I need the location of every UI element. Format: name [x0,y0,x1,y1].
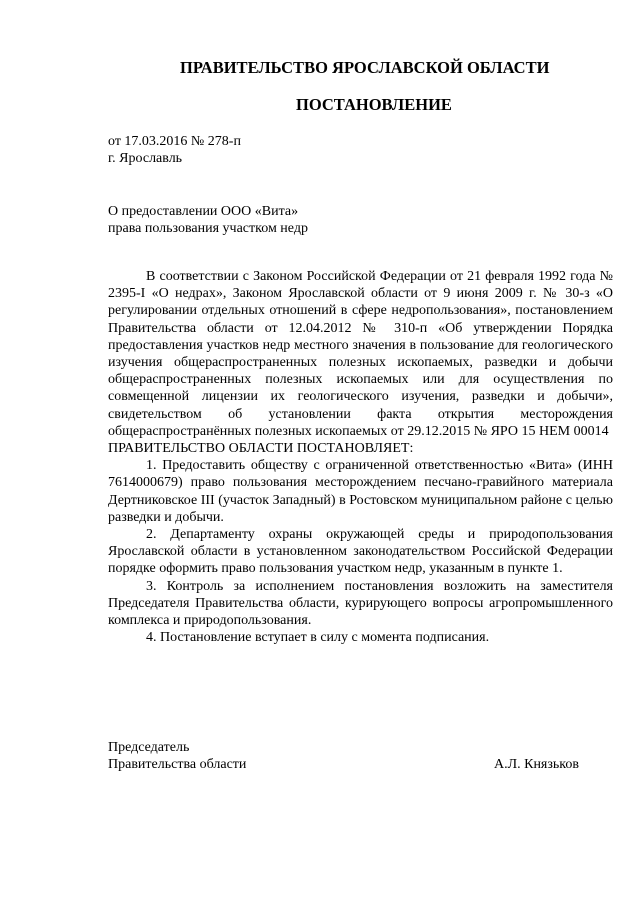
signer-title-line-2: Правительства области [108,757,247,772]
date-number: от 17.03.2016 № 278-п [108,134,241,149]
government-heading: ПРАВИТЕЛЬСТВО ЯРОСЛАВСКОЙ ОБЛАСТИ [180,58,550,77]
document-type-heading: ПОСТАНОВЛЕНИЕ [296,95,452,114]
subject-line-1: О предоставлении ООО «Вита» [108,204,299,219]
city: г. Ярославль [108,151,183,166]
preamble-paragraph: В соответствии с Законом Российской Федерации от 21 февраля 1992 года № 2395-I «О недрах», Законом Ярославской области от 9 июня 2009 г. № 30-з «О регулировании отдельных отношений в сфере недропользования», постановлением Правительства области от 12.04.2012 № 310-п «Об утверждении Порядка предоставления участков недр местного значения в пользование для геологического изучения общераспространенных полезных ископаемых, разведки и добычи общераспространенных полезных ископаемых или для осуществления по совмещенной лицензии их геологического изучения, разведки и добычи», свидетельством об установлении факта открытия месторождения общераспространённых полезных ископаемых от 29.12.2015 № ЯРО 15 НЕМ 00014 [108,269,613,439]
subject-line-2: права пользования участком недр [108,221,308,236]
clause-3: 3. Контроль за исполнением постановления возложить на заместителя Председателя Правительства области, курирующего вопросы агропромышленного комплекса и природопользования. [108,578,613,629]
clause-4: 4. Постановление вступает в силу с момента подписания. [146,630,490,646]
resolves-line: ПРАВИТЕЛЬСТВО ОБЛАСТИ ПОСТАНОВЛЯЕТ: [108,441,414,457]
clause-2: 2. Департаменту охраны окружающей среды и природопользования Ярославской области в установленном законодательством Российской Федерации порядке оформить право пользования участком недр, указанным в пункте 1. [108,527,613,577]
document-body [108,268,613,646]
signer-title-line-1: Председатель [108,740,190,755]
signer-name: А.Л. Князьков [494,757,579,772]
clause-1: 1. Предоставить обществу с ограниченной ответственностью «Вита» (ИНН 7614000679) право пользования месторождением песчано-гравийного материала Дертниковское III (участок Западный) в Ростовском муниципальном районе с целью разведки и добычи. [108,458,613,525]
